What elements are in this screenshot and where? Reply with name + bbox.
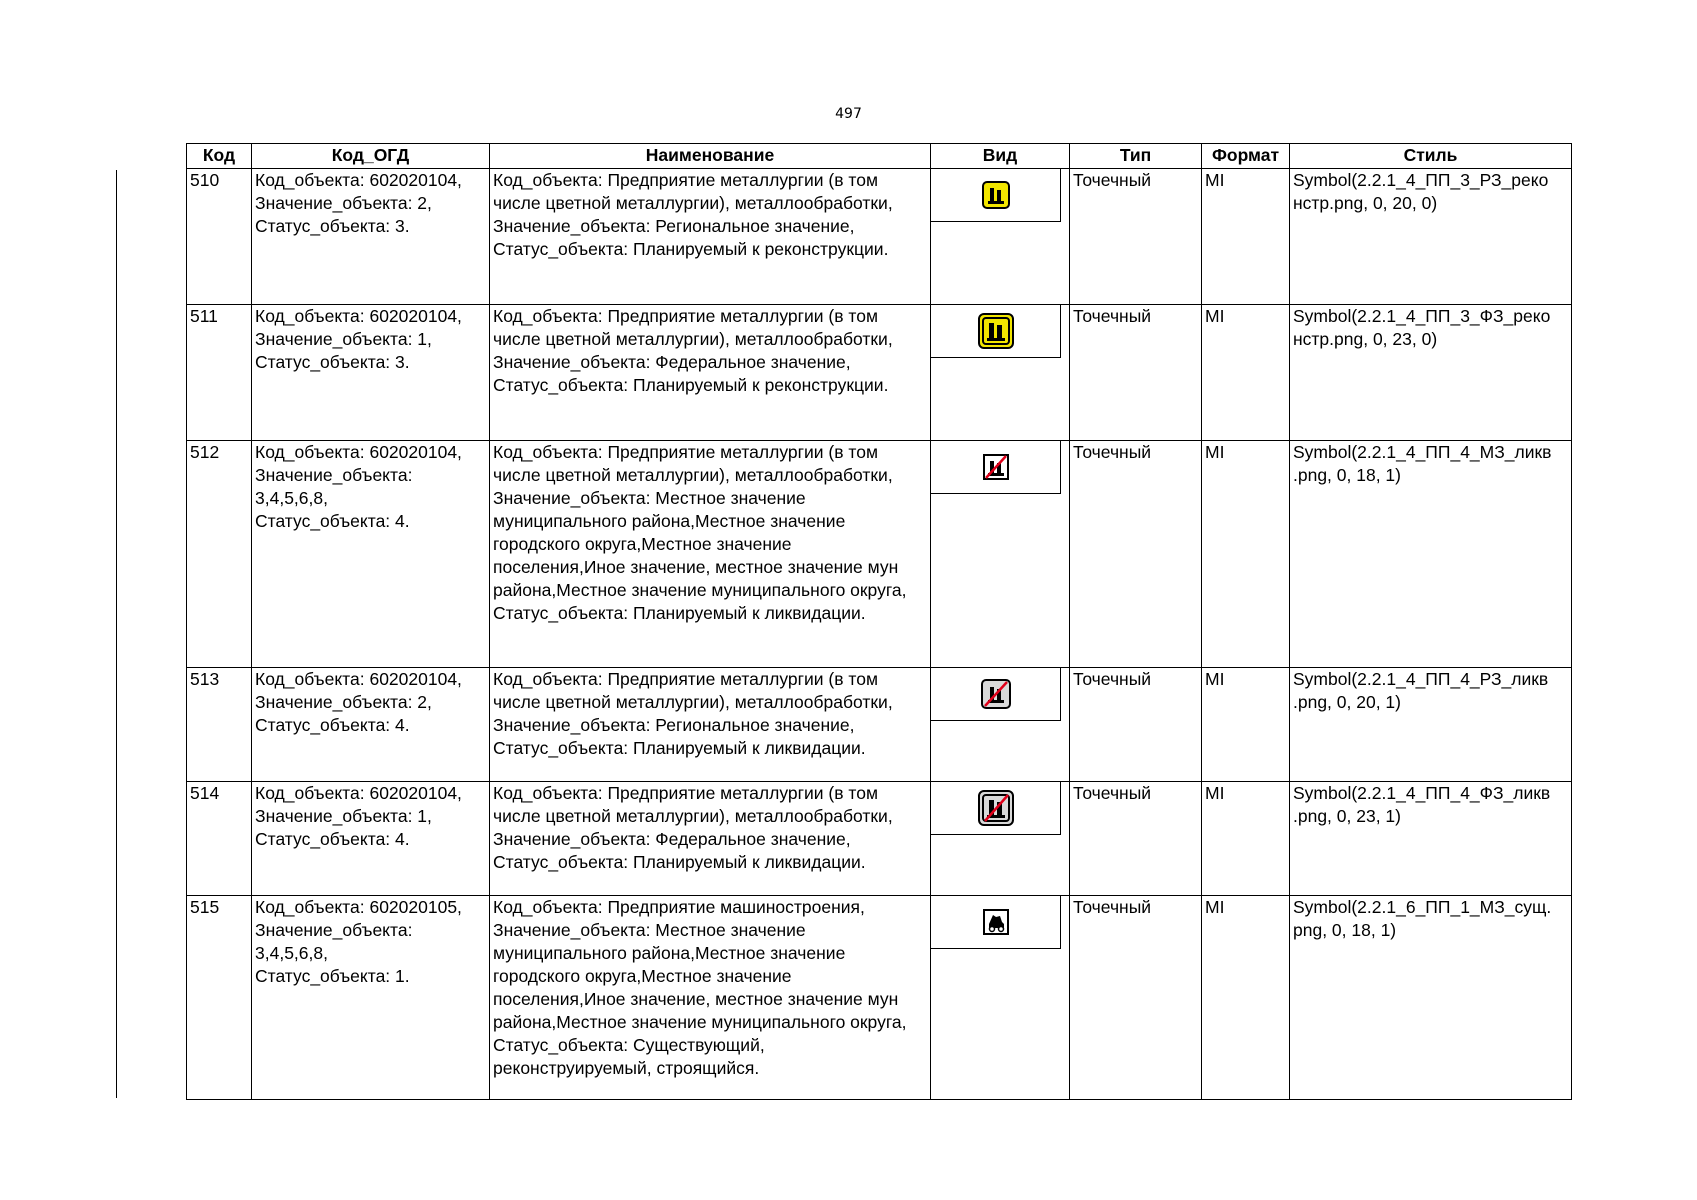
metallurgy-federal-liquidation-icon [977, 789, 1015, 827]
cell-stil: Symbol(2.2.1_6_ПП_1_МЗ_сущ. png, 0, 18, 1) [1290, 896, 1572, 1100]
header-tip: Тип [1070, 144, 1202, 169]
header-kod-ogd: Код_ОГД [252, 144, 490, 169]
table-row [187, 782, 1572, 896]
table-row [187, 896, 1572, 1100]
cell-vid [931, 441, 1070, 668]
cell-tip: Точечный [1070, 441, 1202, 668]
cell-format: MI [1202, 441, 1290, 668]
cell-kod-ogd: Код_объекта: 602020105, Значение_объекта: 3,4,5,6,8, Статус_объекта: 1. [252, 896, 490, 1100]
cell-kod: 511 [187, 305, 252, 441]
cell-format: MI [1202, 782, 1290, 896]
table-row [187, 169, 1572, 305]
metallurgy-regional-liquidation-icon [980, 678, 1012, 710]
header-stil: Стиль [1290, 144, 1572, 169]
header-naimenovanie: Наименование [490, 144, 931, 169]
cell-kod-ogd: Код_объекта: 602020104, Значение_объекта: 1, Статус_объекта: 3. [252, 305, 490, 441]
cell-vid [931, 305, 1070, 441]
cell-naimenovanie: Код_объекта: Предприятие металлургии (в том числе цветной металлургии), металлообработки, Значение_объекта: Региональное значение, Статус_объекта: Планируемый к реконструкции. [490, 169, 931, 305]
cell-vid [931, 896, 1070, 1100]
cell-tip: Точечный [1070, 782, 1202, 896]
cell-kod-ogd: Код_объекта: 602020104, Значение_объекта: 2, Статус_объекта: 4. [252, 668, 490, 782]
cell-kod: 510 [187, 169, 252, 305]
cell-format: MI [1202, 896, 1290, 1100]
cell-kod: 514 [187, 782, 252, 896]
cell-stil: Symbol(2.2.1_4_ПП_4_РЗ_ликв .png, 0, 20, 1) [1290, 668, 1572, 782]
cell-vid [931, 782, 1070, 896]
cell-naimenovanie: Код_объекта: Предприятие металлургии (в том числе цветной металлургии), металлообработки, Значение_объекта: Региональное значение, Статус_объекта: Планируемый к ликвидации. [490, 668, 931, 782]
cell-kod: 512 [187, 441, 252, 668]
table-row [187, 668, 1572, 782]
cell-naimenovanie: Код_объекта: Предприятие машиностроения, Значение_объекта: Местное значение муниципального района,Местное значение городского округа,Местное значение поселения,Иное значение, местное значение мун района,Местное значение муниципального округа, Статус_объекта: Существующий, реконструируемый, строящийся. [493, 897, 907, 1078]
cell-format: MI [1202, 169, 1290, 305]
cell-format: MI [1202, 305, 1290, 441]
machine-building-local-existing-icon [982, 908, 1010, 936]
cell-vid [931, 668, 1070, 782]
cell-format: MI [1202, 668, 1290, 782]
metallurgy-regional-reconstruction-icon [981, 180, 1011, 210]
cell-tip: Точечный [1070, 896, 1202, 1100]
margin-line [116, 170, 117, 1098]
header-kod: Код [187, 144, 252, 169]
cell-stil: Symbol(2.2.1_4_ПП_4_МЗ_ликв .png, 0, 18, 1) [1290, 441, 1572, 668]
cell-naimenovanie: Код_объекта: Предприятие металлургии (в том числе цветной металлургии), металлообработки, Значение_объекта: Местное значение муниципального района,Местное значение городского округа,Местное значение поселения,Иное значение, местное значение мун района,Местное значение муниципального округа, Статус_объекта: Планируемый к ликвидации. [490, 441, 931, 668]
cell-naimenovanie: Код_объекта: Предприятие металлургии (в том числе цветной металлургии), металлообработки, Значение_объекта: Федеральное значение, Статус_объекта: Планируемый к реконструкции. [490, 305, 931, 441]
cell-kod: 513 [187, 668, 252, 782]
cell-kod-ogd: Код_объекта: 602020104, Значение_объекта: 2, Статус_объекта: 3. [252, 169, 490, 305]
cell-kod: 515 [187, 896, 252, 1100]
cell-kod-ogd: Код_объекта: 602020104, Значение_объекта: 3,4,5,6,8, Статус_объекта: 4. [252, 441, 490, 668]
cell-kod-ogd: Код_объекта: 602020104, Значение_объекта: 1, Статус_объекта: 4. [252, 782, 490, 896]
header-vid: Вид [931, 144, 1070, 169]
cell-stil: Symbol(2.2.1_4_ПП_3_ФЗ_реко нстр.png, 0, 23, 0) [1290, 305, 1572, 441]
symbol-table [186, 143, 1572, 1100]
cell-naimenovanie: Код_объекта: Предприятие металлургии (в том числе цветной металлургии), металлообработки, Значение_объекта: Федеральное значение, Статус_объекта: Планируемый к ликвидации. [490, 782, 931, 896]
cell-tip: Точечный [1070, 169, 1202, 305]
cell-tip: Точечный [1070, 305, 1202, 441]
cell-stil: Symbol(2.2.1_4_ПП_4_ФЗ_ликв .png, 0, 23, 1) [1290, 782, 1572, 896]
cell-naimenovanie-wrap [490, 896, 931, 1100]
header-format: Формат [1202, 144, 1290, 169]
page-number: 497 [835, 106, 862, 122]
cell-stil: Symbol(2.2.1_4_ПП_3_РЗ_реко нстр.png, 0, 20, 0) [1290, 169, 1572, 305]
table-row [187, 441, 1572, 668]
header-row [187, 144, 1572, 169]
cell-tip: Точечный [1070, 668, 1202, 782]
cell-vid [931, 169, 1070, 305]
table-row [187, 305, 1572, 441]
metallurgy-federal-reconstruction-icon [977, 312, 1015, 350]
metallurgy-local-liquidation-icon [982, 453, 1010, 481]
